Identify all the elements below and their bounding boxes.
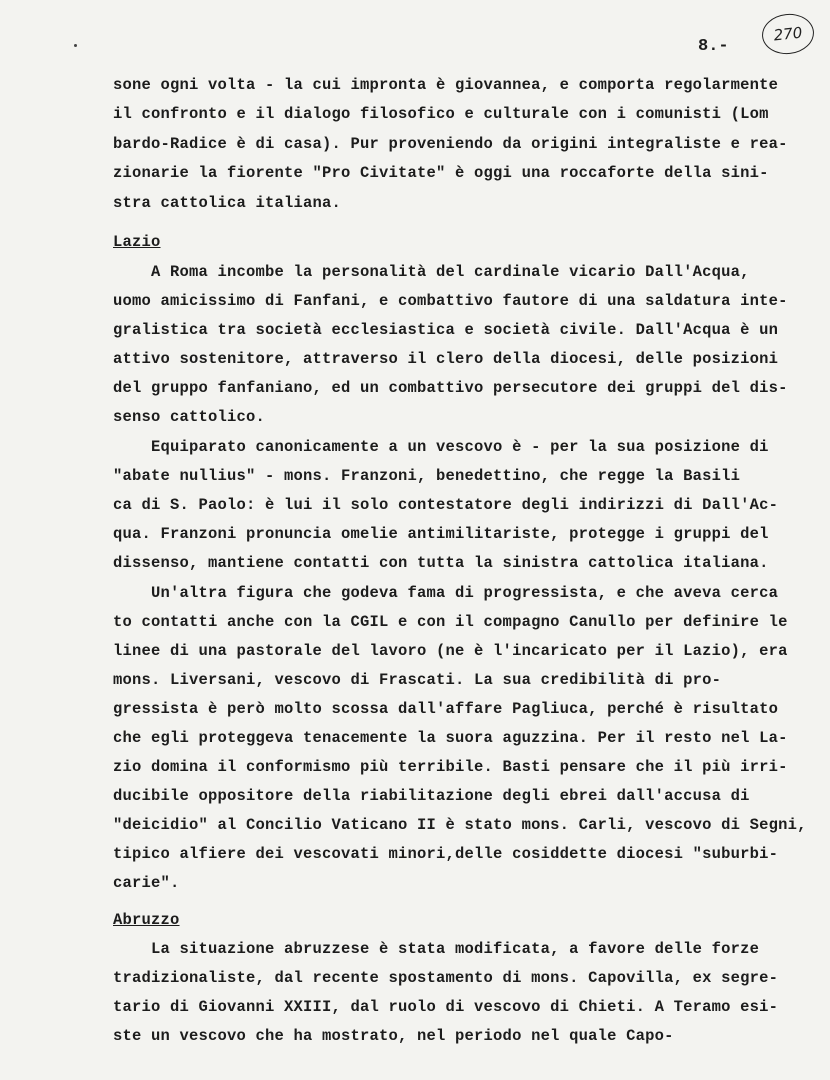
text-line: attivo sostenitore, attraverso il clero della diocesi, delle posizioni [113, 350, 779, 368]
section-heading-lazio: Lazio [113, 233, 161, 251]
text-line: qua. Franzoni pronuncia omelie antimilitariste, protegge i gruppi del [113, 525, 769, 543]
text-line: ste un vescovo che ha mostrato, nel periodo nel quale Capo- [113, 1027, 674, 1045]
text-line: zio domina il conformismo più terribile. Basti pensare che il più irri- [113, 758, 788, 776]
text-line: ca di S. Paolo: è lui il solo contestatore degli indirizzi di Dall'Ac- [113, 496, 779, 514]
text-line: tario di Giovanni XXIII, dal ruolo di vescovo di Chieti. A Teramo esi- [113, 998, 779, 1016]
text-line: il confronto e il dialogo filosofico e culturale con i comunisti (Lom [113, 105, 769, 123]
text-line: uomo amicissimo di Fanfani, e combattivo fautore di una saldatura inte- [113, 292, 788, 310]
text-line: del gruppo fanfaniano, ed un combattivo persecutore dei gruppi del dis- [113, 379, 788, 397]
text-line: La situazione abruzzese è stata modificata, a favore delle forze [113, 940, 760, 958]
archive-number-stamp: 270 [760, 11, 816, 56]
text-line: carie". [113, 874, 180, 892]
text-line: ducibile oppositore della riabilitazione degli ebrei dall'accusa di [113, 787, 750, 805]
text-line: tipico alfiere dei vescovati minori,delle cosiddette diocesi "suburbi- [113, 845, 779, 863]
text-line: A Roma incombe la personalità del cardinale vicario Dall'Acqua, [113, 263, 750, 281]
text-line: Un'altra figura che godeva fama di progressista, e che aveva cerca [113, 584, 779, 602]
text-line: gralistica tra società ecclesiastica e società civile. Dall'Acqua è un [113, 321, 779, 339]
text-line: stra cattolica italiana. [113, 194, 342, 212]
text-line: bardo-Radice è di casa). Pur proveniendo da origini integraliste e rea- [113, 135, 788, 153]
text-line: senso cattolico. [113, 408, 266, 426]
text-line: mons. Liversani, vescovo di Frascati. La sua credibilità di pro- [113, 671, 722, 689]
text-line: dissenso, mantiene contatti con tutta la sinistra cattolica italiana. [113, 554, 769, 572]
text-line: "deicidio" al Concilio Vaticano II è stato mons. Carli, vescovo di Segni, [113, 816, 807, 834]
page-number: 8.- [698, 37, 729, 56]
text-line: sone ogni volta - la cui impronta è giovannea, e comporta regolarmente [113, 76, 779, 94]
punch-mark [74, 44, 77, 47]
text-line: linee di una pastorale del lavoro (ne è l'incaricato per il Lazio), era [113, 642, 788, 660]
text-line: gressista è però molto scossa dall'affare Pagliuca, perché è risultato [113, 700, 779, 718]
text-line: zionarie la fiorente "Pro Civitate" è oggi una roccaforte della sini- [113, 164, 769, 182]
text-line: che egli proteggeva tenacemente la suora aguzzina. Per il resto nel La- [113, 729, 788, 747]
section-heading-abruzzo: Abruzzo [113, 911, 180, 929]
text-line: tradizionaliste, dal recente spostamento di mons. Capovilla, ex segre- [113, 969, 779, 987]
text-line: "abate nullius" - mons. Franzoni, benedettino, che regge la Basili [113, 467, 741, 485]
text-line: to contatti anche con la CGIL e con il compagno Canullo per definire le [113, 613, 788, 631]
text-line: Equiparato canonicamente a un vescovo è - per la sua posizione di [113, 438, 769, 456]
